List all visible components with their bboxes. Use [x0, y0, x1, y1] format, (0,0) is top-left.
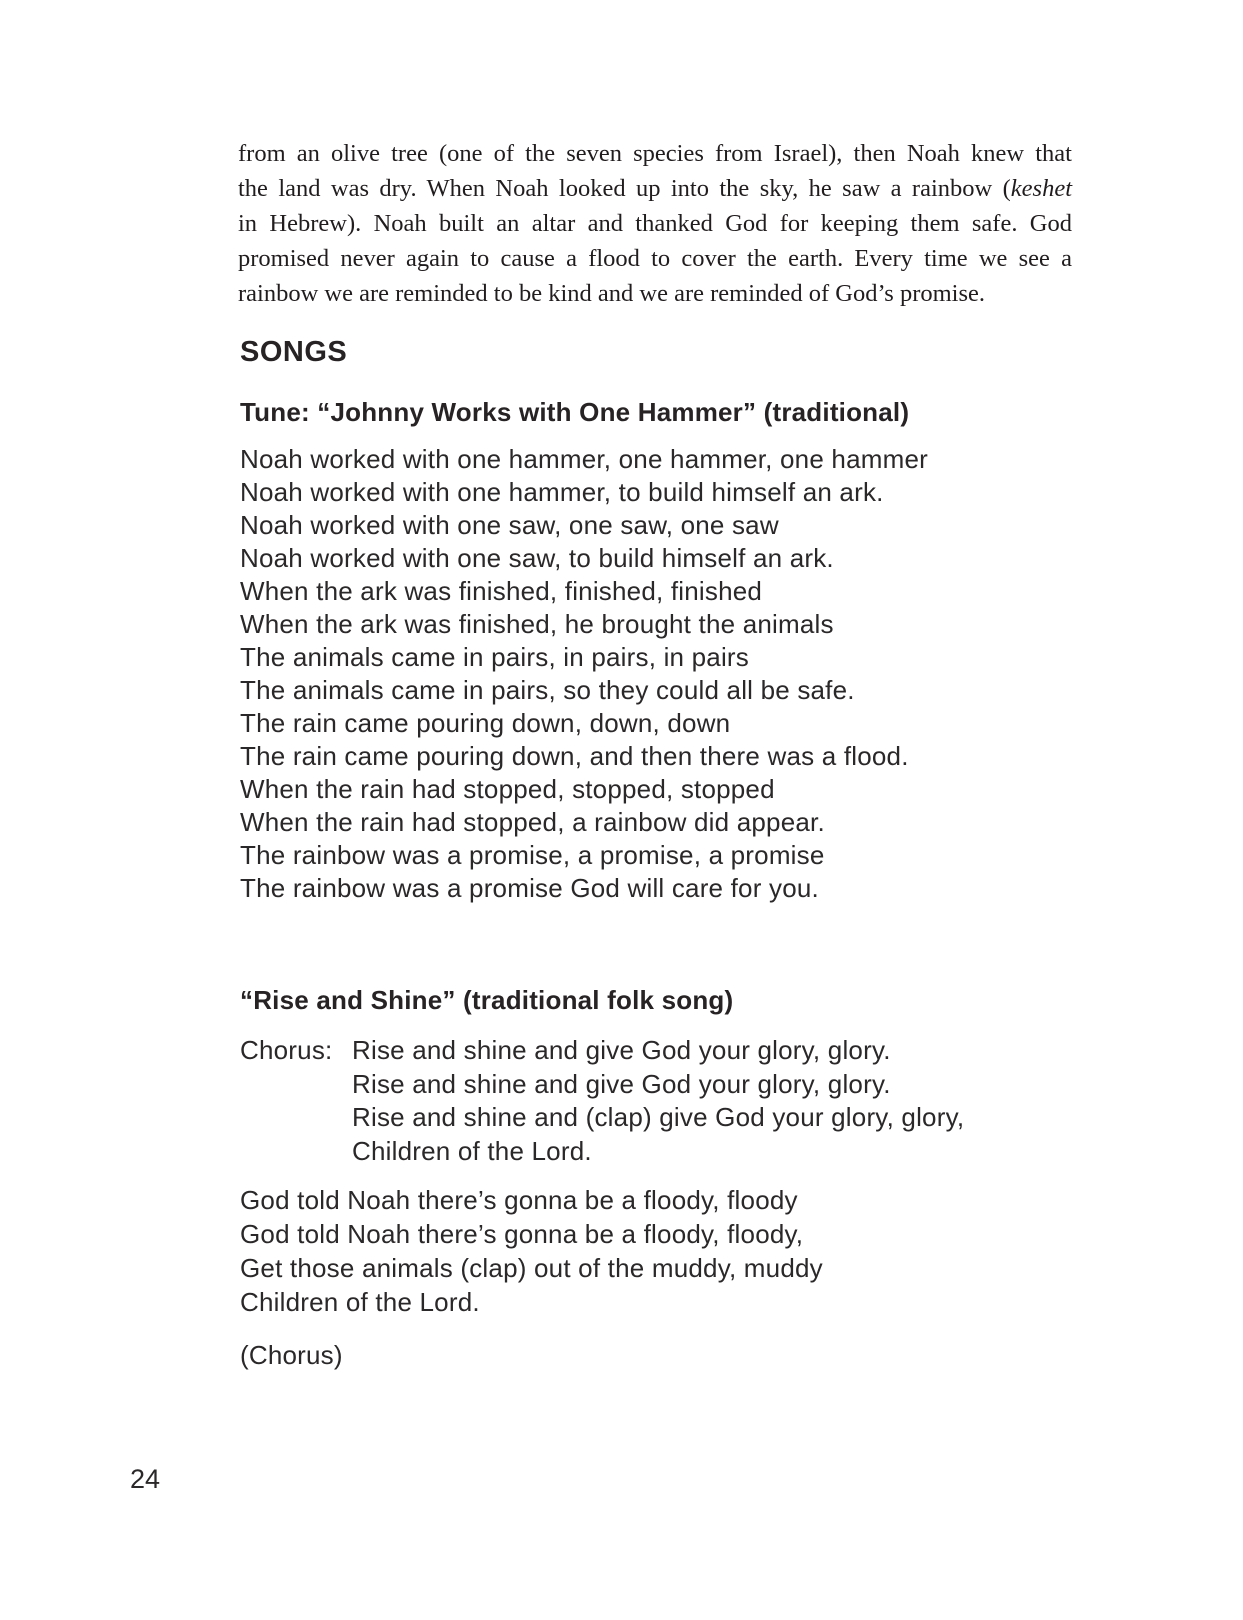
lyric-line: Children of the Lord. [352, 1135, 592, 1166]
song2-title: “Rise and Shine” (traditional folk song) [240, 985, 734, 1015]
song1-lyrics [240, 443, 928, 905]
paragraph-line: from an olive tree (one of the seven species from Israel), then Noah knew that [238, 140, 1072, 167]
chorus-lines [352, 1034, 964, 1168]
lyric-line: God told Noah there’s gonna be a floody, floody [240, 1185, 798, 1215]
paragraph-line: the land was dry. When Noah looked up into the sky, he saw a rainbow (keshet [238, 175, 1072, 202]
page-number: 24 [130, 1464, 161, 1494]
lyric-line: The rainbow was a promise God will care for you. [240, 873, 819, 903]
lyric-line: Noah worked with one saw, one saw, one saw [240, 510, 779, 540]
lyric-line: Noah worked with one saw, to build himself an ark. [240, 543, 834, 573]
lyric-line: When the rain had stopped, stopped, stopped [240, 774, 775, 804]
lyric-line: When the rain had stopped, a rainbow did appear. [240, 807, 825, 837]
songs-heading: SONGS [240, 336, 348, 368]
lyric-line: When the ark was finished, he brought the animals [240, 609, 834, 639]
intro-paragraph [238, 136, 1072, 311]
lyric-line: Rise and shine and (clap) give God your glory, glory, [352, 1102, 965, 1132]
chorus-reference: (Chorus) [240, 1340, 343, 1370]
lyric-line: Get those animals (clap) out of the muddy, muddy [240, 1253, 823, 1283]
paragraph-line: promised never again to cause a flood to cover the earth. Every time we see a [238, 245, 1072, 272]
lyric-line: Noah worked with one hammer, one hammer, one hammer [240, 444, 928, 474]
chorus-block [240, 1034, 964, 1168]
lyric-line: When the ark was finished, finished, finished [240, 576, 763, 606]
lyric-line: Noah worked with one hammer, to build himself an ark. [240, 477, 884, 507]
lyric-line: The rainbow was a promise, a promise, a promise [240, 840, 825, 870]
lyric-line: The animals came in pairs, in pairs, in pairs [240, 642, 749, 672]
paragraph-line: in Hebrew). Noah built an altar and thanked God for keeping them safe. God [238, 210, 1072, 237]
lyric-line: Rise and shine and give God your glory, glory. [352, 1035, 891, 1065]
lyric-line: The animals came in pairs, so they could all be safe. [240, 675, 855, 705]
lyric-line: The rain came pouring down, and then there was a flood. [240, 741, 909, 771]
lyric-line: God told Noah there’s gonna be a floody, floody, [240, 1219, 804, 1249]
chorus-label: Chorus: [240, 1035, 333, 1065]
lyric-line: Children of the Lord. [240, 1287, 480, 1317]
verse-lines [240, 1183, 823, 1319]
song1-title: Tune: “Johnny Works with One Hammer” (traditional) [240, 397, 910, 427]
lyric-line: Rise and shine and give God your glory, glory. [352, 1068, 891, 1099]
lyric-line: The rain came pouring down, down, down [240, 708, 731, 738]
paragraph-line: rainbow we are reminded to be kind and we are reminded of God’s promise. [238, 280, 986, 307]
